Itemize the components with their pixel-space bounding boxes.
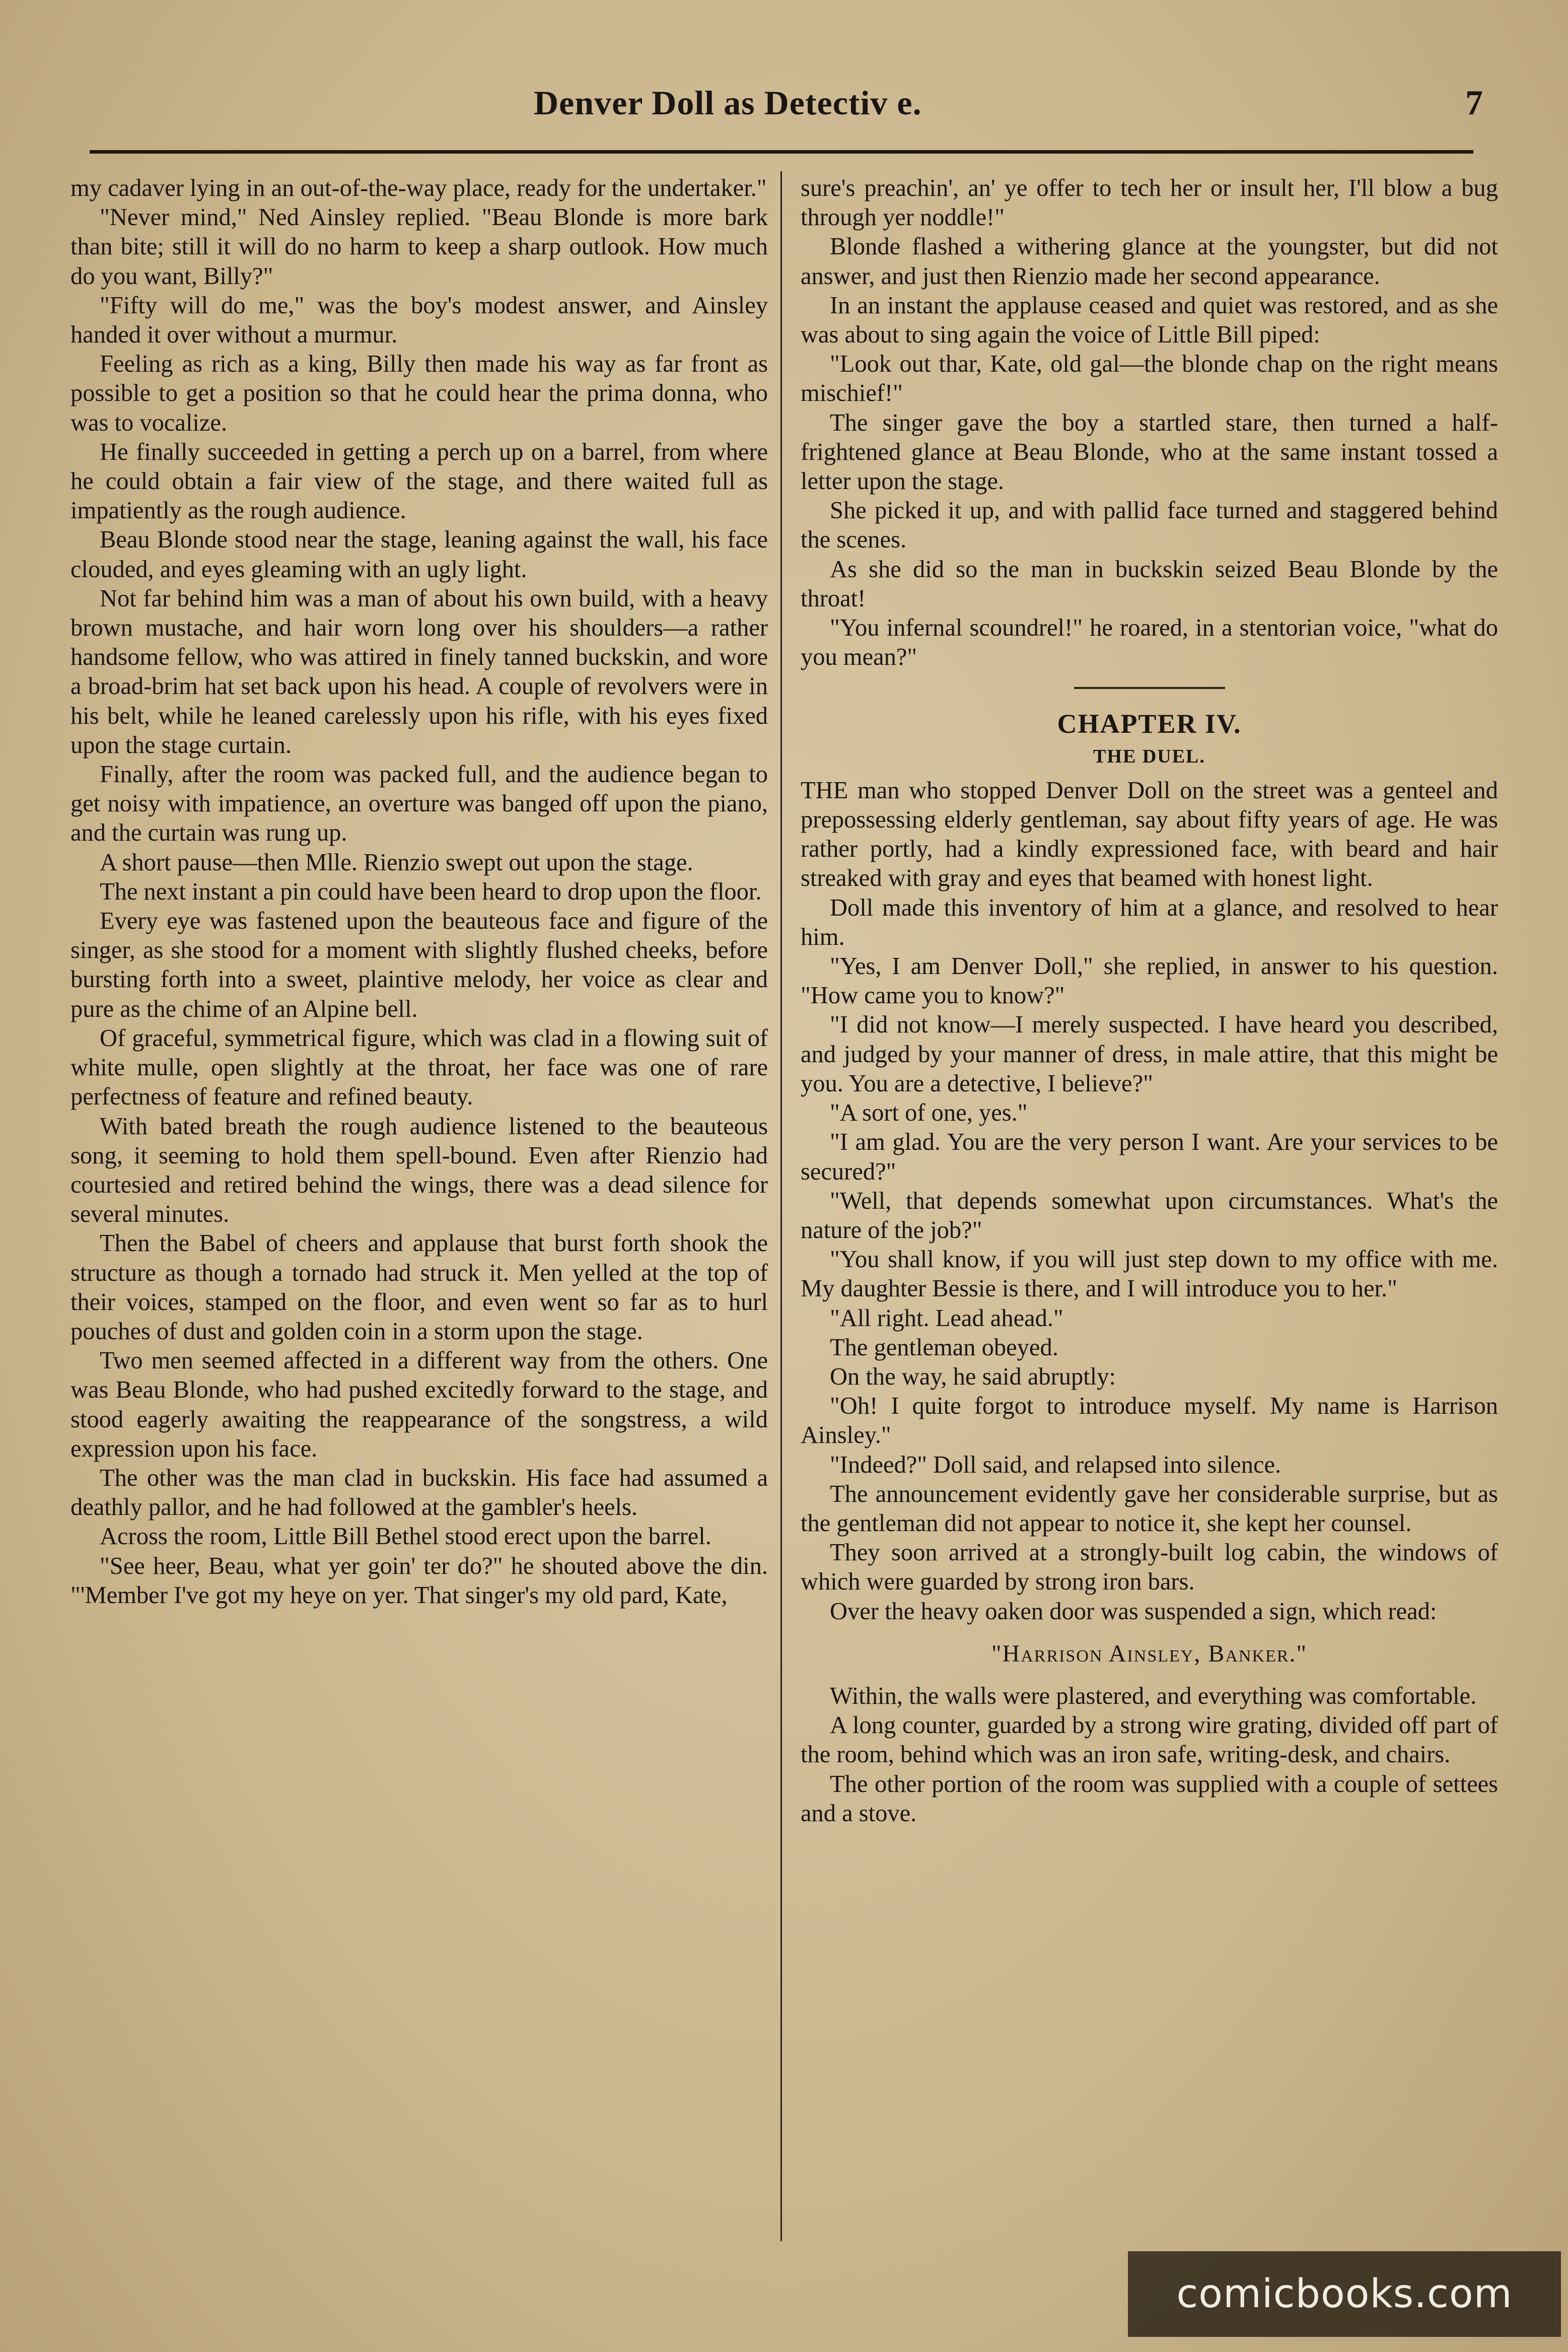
paragraph: The singer gave the boy a startled stare, then turned a half-frightened glance at Beau Blonde, who at the same instant tossed a letter upon the stage. xyxy=(801,409,1498,495)
paragraph: my cadaver lying in an out-of-the-way place, ready for the undertaker." xyxy=(70,175,767,201)
paragraph: "Fifty will do me," was the boy's modest answer, and Ainsley handed it over without a murmur. xyxy=(70,292,768,349)
paragraph: A long counter, guarded by a strong wire grating, divided off part of the room, behind which was an iron safe, writing-desk, and chairs. xyxy=(801,1712,1498,1768)
paragraph: Every eye was fastened upon the beauteous face and figure of the singer, as she stood for a moment with slightly flushed cheeks, before bursting forth into a sweet, plaintive melody, her voice as clear and pure as the chime of an Alpine bell. xyxy=(70,908,768,1022)
paragraph: Doll made this inventory of him at a glance, and resolved to hear him. xyxy=(801,894,1498,950)
paragraph: They soon arrived at a strongly-built log cabin, the windows of which were guarded by strong iron bars. xyxy=(801,1539,1498,1596)
paragraph: "See heer, Beau, what yer goin' ter do?" he shouted above the din. "'Member I've got my heye on yer. That singer's my old pard, Kate, xyxy=(70,1552,768,1609)
paragraph: "Indeed?" Doll said, and relapsed into silence. xyxy=(830,1451,1281,1478)
paragraph: On the way, he said abruptly: xyxy=(830,1363,1116,1390)
chapter-subtitle: THE DUEL. xyxy=(1093,745,1205,767)
paragraph: "I did not know—I merely suspected. I have heard you described, and judged by your manner of dress, in male attire, that this might be you. You are a detective, I believe?" xyxy=(801,1011,1498,1097)
paragraph: "You infernal scoundrel!" he roared, in a stentorian voice, "what do you mean?" xyxy=(801,614,1498,671)
chapter-heading: CHAPTER IV. xyxy=(1057,709,1242,739)
header-rule xyxy=(90,150,1473,154)
paragraph: "Yes, I am Denver Doll," she replied, in answer to his question. "How came you to know?" xyxy=(801,953,1498,1009)
paragraph: Not far behind him was a man of about his own build, with a heavy brown mustache, and hair worn long over his shoulders—a rather handsome fellow, who was attired in finely tanned buckskin, and wore a broad-brim hat set back upon his head. A couple of revolvers were in his belt, while he leaned carelessly upon his rifle, with his eyes fixed upon the stage curtain. xyxy=(70,585,768,758)
paragraph: In an instant the applause ceased and quiet was restored, and as she was about to sing again the voice of Little Bill piped: xyxy=(801,292,1498,349)
paragraph: "Well, that depends somewhat upon circumstances. What's the nature of the job?" xyxy=(801,1187,1498,1243)
right-column-paragraphs-chapter xyxy=(801,776,1498,1626)
paragraph: "Oh! I quite forgot to introduce myself. My name is Harrison Ainsley." xyxy=(801,1393,1498,1449)
paragraph: Of graceful, symmetrical figure, which was clad in a flowing suit of white mulle, open slightly at the throat, her face was one of rare perfectness of feature and refined beauty. xyxy=(70,1024,768,1111)
paragraph: She picked it up, and with pallid face turned and staggered behind the scenes. xyxy=(801,497,1498,554)
paragraph: The gentleman obeyed. xyxy=(830,1334,1058,1361)
page-number: 7 xyxy=(1465,84,1483,122)
paragraph: A short pause—then Mlle. Rienzio swept out upon the stage. xyxy=(100,849,693,876)
paragraph: Two men seemed affected in a different way from the others. One was Beau Blonde, who had pushed excitedly forward to the stage, and stood eagerly awaiting the reappearance of the songstress, a wild expression upon his face. xyxy=(70,1347,768,1462)
sign-text: "Harrison Ainsley, Banker." xyxy=(991,1640,1308,1667)
paragraph: The announcement evidently gave her considerable surprise, but as the gentleman did not appear to notice it, she kept her counsel. xyxy=(801,1480,1498,1537)
paragraph: "Look out thar, Kate, old gal—the blonde chap on the right means mischief!" xyxy=(801,351,1498,407)
paragraph: As she did so the man in buckskin seized Beau Blonde by the throat! xyxy=(801,556,1498,612)
paragraph: sure's preachin', an' ye offer to tech her or insult her, I'll blow a bug through yer noddle!" xyxy=(801,175,1498,231)
right-column-paragraphs-end xyxy=(801,1682,1498,1828)
running-head-title: Denver Doll as Detectiv e. xyxy=(534,84,922,122)
left-column xyxy=(70,174,768,1610)
left-column-paragraphs xyxy=(70,174,768,1610)
section-rule xyxy=(1074,687,1225,689)
paragraph: "All right. Lead ahead." xyxy=(830,1304,1063,1332)
paragraph: The other was the man clad in buckskin. His face had assumed a deathly pallor, and he had followed at the gambler's heels. xyxy=(70,1464,768,1521)
paragraph: THE man who stopped Denver Doll on the street was a genteel and prepossessing elderly gentleman, say about fifty years of age. He was rather portly, had a kindly expressioned face, with beard and hair streaked with gray and eyes that beamed with honest light. xyxy=(801,777,1498,892)
watermark-logo: comicbooks.com xyxy=(1128,2251,1561,2337)
paragraph: Feeling as rich as a king, Billy then made his way as far front as possible to get a position so that he could hear the prima donna, who was to vocalize. xyxy=(70,351,768,436)
paragraph: Finally, after the room was packed full, and the audience began to get noisy with impatience, an overture was banged off upon the piano, and the curtain was rung up. xyxy=(70,761,768,847)
paragraph: Over the heavy oaken door was suspended a sign, which read: xyxy=(830,1598,1437,1625)
paragraph: The next instant a pin could have been heard to drop upon the floor. xyxy=(100,878,762,905)
paragraph: Within, the walls were plastered, and everything was comfortable. xyxy=(830,1682,1477,1709)
paragraph: "You shall know, if you will just step down to my office with me. My daughter Bessie is there, and I will introduce you to her." xyxy=(801,1246,1498,1302)
paragraph: With bated breath the rough audience listened to the beauteous song, it seeming to hold them spell-bound. Even after Rienzio had courtesied and retired behind the wings, there was a dead silence for several minutes. xyxy=(70,1113,768,1228)
right-column xyxy=(801,174,1498,1828)
paragraph: "Never mind," Ned Ainsley replied. "Beau Blonde is more bark than bite; still it will do no harm to keep a sharp outlook. How much do you want, Billy?" xyxy=(70,204,768,290)
paragraph: The other portion of the room was supplied with a couple of settees and a stove. xyxy=(801,1770,1498,1827)
paragraph: Across the room, Little Bill Bethel stood erect upon the barrel. xyxy=(100,1523,711,1550)
column-divider xyxy=(780,171,782,2241)
paragraph: He finally succeeded in getting a perch up on a barrel, from where he could obtain a fair view of the stage, and there waited full as impatiently as the rough audience. xyxy=(70,438,768,524)
paragraph: Beau Blonde stood near the stage, leaning against the wall, his face clouded, and eyes gleaming with an ugly light. xyxy=(70,526,768,583)
paragraph: "A sort of one, yes." xyxy=(830,1099,1028,1127)
paragraph: Blonde flashed a withering glance at the youngster, but did not answer, and just then Rienzio made her second appearance. xyxy=(801,233,1498,290)
right-column-paragraphs-top xyxy=(801,174,1498,672)
paragraph: "I am glad. You are the very person I want. Are your services to be secured?" xyxy=(801,1129,1498,1185)
paragraph: Then the Babel of cheers and applause that burst forth shook the structure as though a tornado had struck it. Men yelled at the top of their voices, stamped on the floor, and even went so far as to hurl pouches of dust and golden coin in a storm upon the stage. xyxy=(70,1230,768,1345)
